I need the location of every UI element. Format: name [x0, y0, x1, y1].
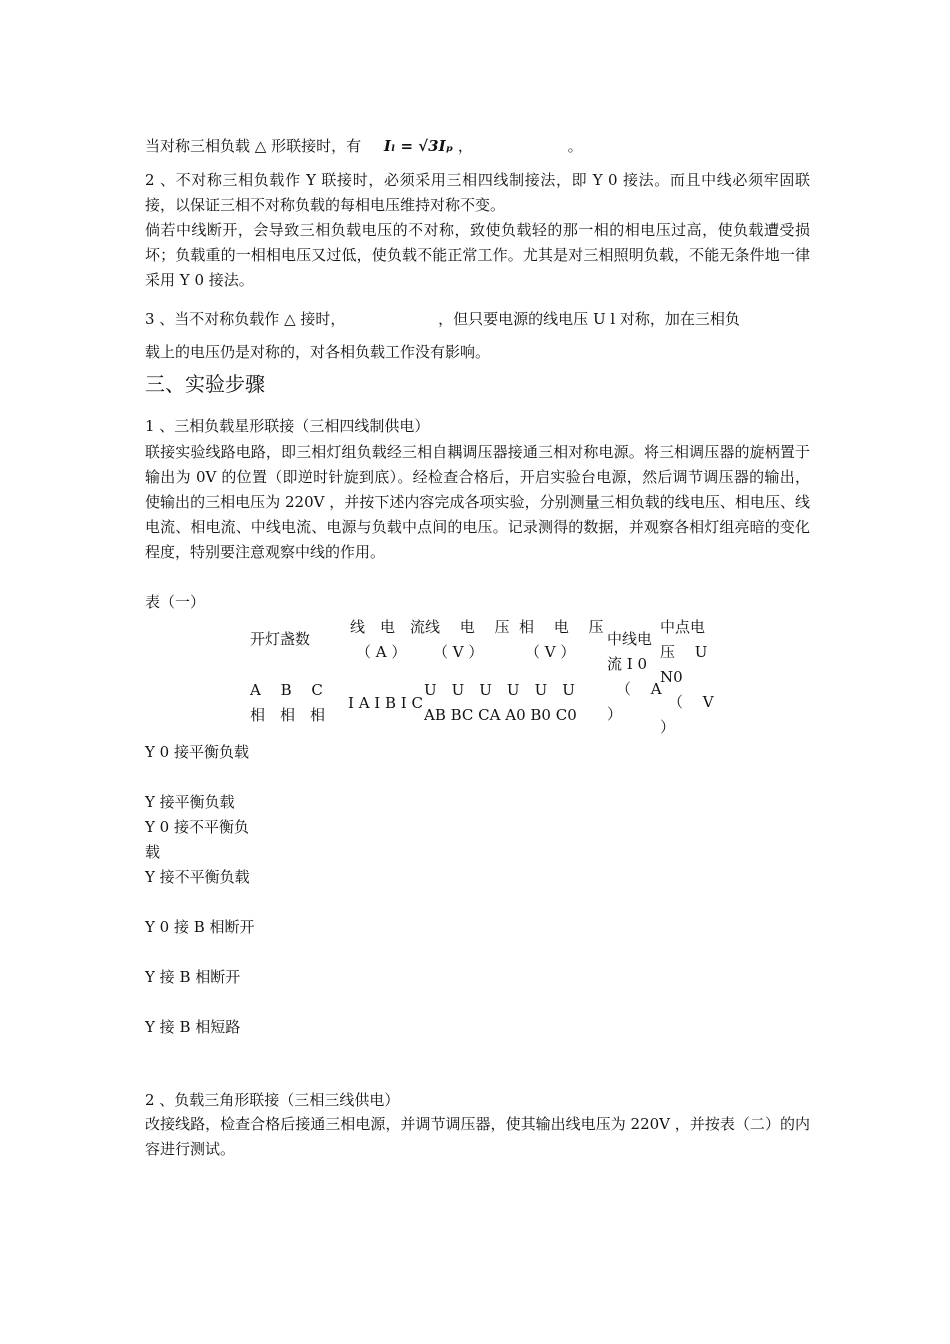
subheader-u-top: U U U U U U	[424, 681, 575, 699]
header-line-voltage-label: 线 电 压	[425, 618, 510, 636]
header-midpoint-voltage-4: （ V	[668, 693, 714, 711]
step1-body: 联接实验线路电路，即三相灯组负载经三相自耦调压器接通三相对称电源。将三相调压器的旋柄置于输出为 0V 的位置（即逆时针旋到底）。经检查合格后，开启实验台电源，然后调节调压器的输出，使输出的三相电压为 220V ，并按下述内容完成各项实验，分别测量三相负载的线电压、相电压、线电流、相电流、中线电流、电源与负载中点间的电压。记录测得的数据，并观察各相灯组亮暗的变化程度，特别要注意观察中线的作用。	[145, 443, 810, 561]
subheader-abc: A B C	[250, 681, 323, 699]
step2-body: 改接线路，检查合格后接通三相电源，并调节调压器，使其输出线电压为 220V ，并按表（二）的内容进行测试。	[145, 1115, 810, 1158]
header-midpoint-voltage-3: N0	[660, 668, 683, 686]
step2-title: 2 、负载三角形联接（三相三线供电）	[145, 1091, 400, 1109]
header-line-current-label: 线 电 流	[350, 618, 426, 636]
paragraph-4-start: 3 、当不对称负载作 △ 接时，	[145, 310, 346, 328]
paragraph-3: 倘若中线断开，会导致三相负载电压的不对称，致使负载轻的那一相的相电压过高，使负载遭受损坏；负载重的一相相电压又过低，使负载不能正常工作。尤其是对三相照明负载，不能无条件地一律采用 Y 0 接法。	[145, 221, 810, 289]
table-row-label: Y 接 B 相断开	[145, 968, 241, 986]
subheader-phase: 相 相 相	[250, 706, 326, 724]
section-title: 三、实验步骤	[145, 372, 265, 396]
table-row-label: Y 接 B 相短路	[145, 1018, 241, 1036]
paragraph-4-line-1	[145, 309, 740, 329]
header-neutral-current-3: （ A	[616, 680, 662, 698]
step1-title: 1 、三相负载星形联接（三相四线制供电）	[145, 417, 430, 435]
header-neutral-current-2: 流 I 0	[607, 655, 648, 673]
subheader-currents: I A I B I C	[348, 694, 423, 712]
table-row-label: Y 接不平衡负载	[145, 868, 250, 886]
header-lamp-count: 开灯盏数	[250, 630, 311, 648]
header-neutral-current-4: ）	[607, 705, 623, 723]
header-phase-voltage-label: 相 电 压	[519, 618, 604, 636]
table-row-label: Y 接平衡负载	[145, 793, 235, 811]
table-row-label: Y 0 接平衡负载	[145, 743, 249, 761]
header-phase-voltage-unit: （ V ）	[525, 643, 576, 661]
formula-current-relation: Iₗ = √3Iₚ	[383, 137, 454, 155]
paragraph-4-line-2: 载上的电压仍是对称的，对各相负载工作没有影响。	[145, 343, 491, 361]
paragraph-2: 2 、不对称三相负载作 Y 联接时，必须采用三相四线制接法，即 Y 0 接法。而且中线必须牢固联接，以保证三相不对称负载的每相电压维持对称不变。	[145, 171, 810, 214]
table-row-label: Y 0 接不平衡负载	[145, 818, 249, 861]
paragraph-4-cont: ，但只要电源的线电压 U l 对称，加在三相负	[438, 310, 740, 328]
p1-text: 当对称三相负载 △ 形联接时，有	[145, 137, 362, 155]
p1-tail: ，	[457, 137, 473, 155]
subheader-u-bottom: AB BC CA A0 B0 C0	[424, 706, 577, 724]
header-midpoint-voltage-2: 压 U	[660, 643, 708, 661]
header-midpoint-voltage-1: 中点电	[660, 618, 706, 636]
header-line-voltage-unit: （ V ）	[433, 643, 484, 661]
header-line-current-unit: （ A ）	[356, 643, 407, 661]
p1-line	[145, 136, 583, 156]
table-caption: 表（一）	[145, 593, 206, 611]
p1-end: 。	[567, 137, 583, 155]
header-neutral-current-1: 中线电	[607, 630, 653, 648]
table-row-label: Y 0 接 B 相断开	[145, 918, 255, 936]
header-midpoint-voltage-5: ）	[660, 718, 676, 736]
